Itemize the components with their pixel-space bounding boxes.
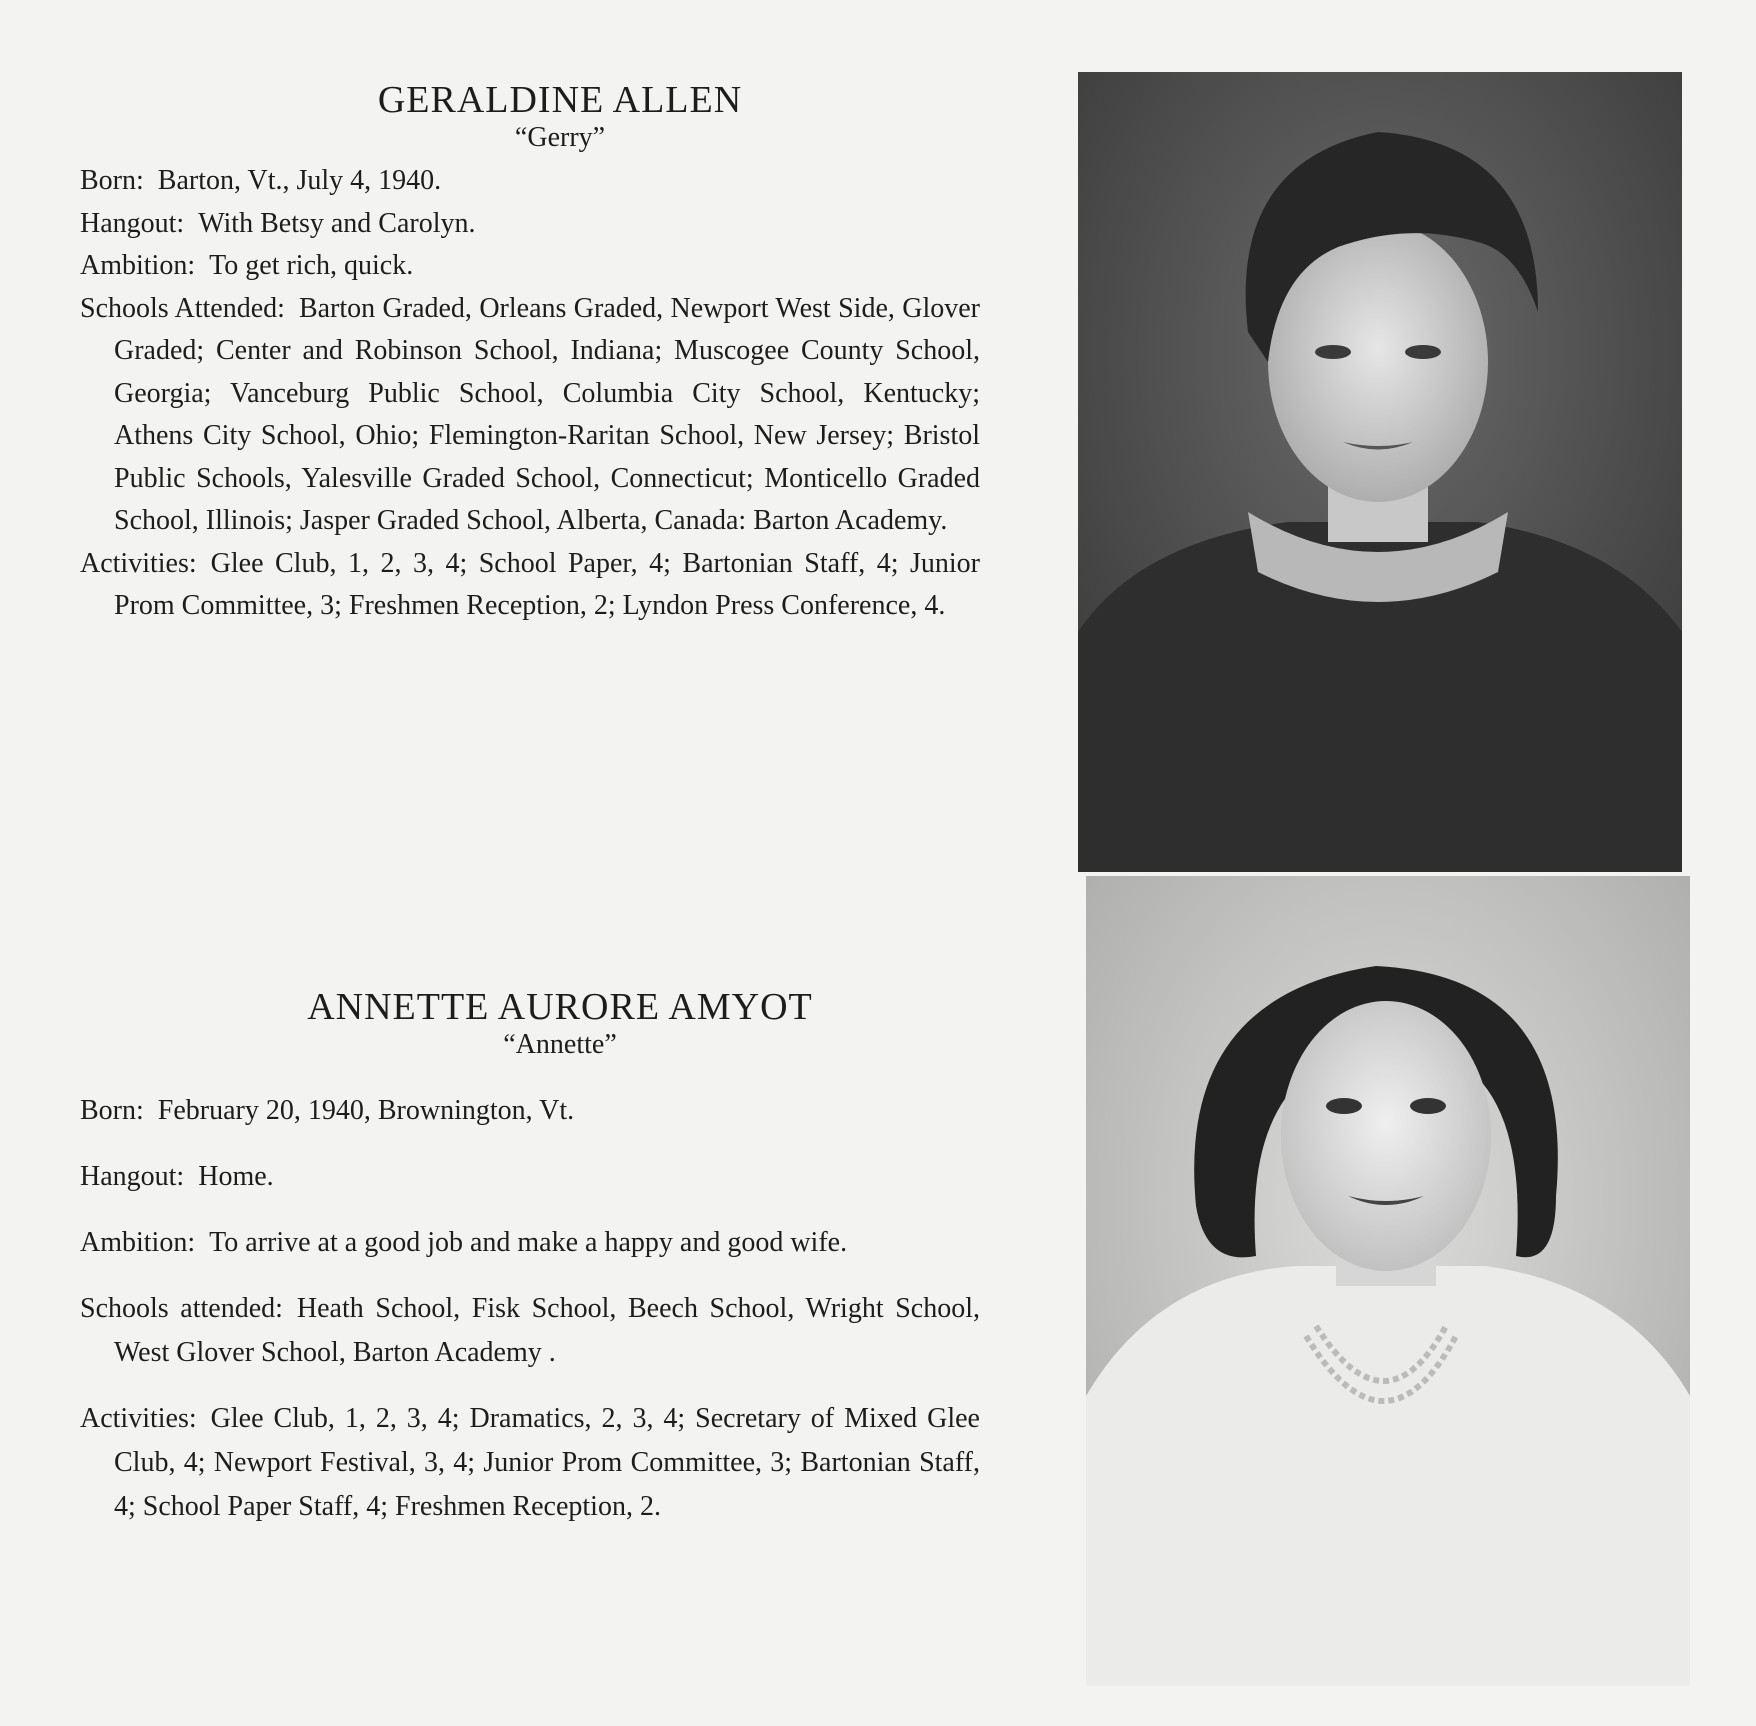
bio-geraldine-allen — [80, 78, 980, 628]
activities-label: Activities: — [80, 1403, 197, 1434]
portrait-photo-geraldine — [1078, 72, 1682, 872]
person-nickname: “Gerry” — [514, 122, 606, 153]
born-value: February 20, 1940, Brownington, Vt. — [157, 1095, 575, 1126]
ambition-value: To arrive at a good job and make a happy and good wife. — [209, 1227, 848, 1258]
ambition-label: Ambition: — [80, 250, 196, 281]
hangout-value: Home. — [198, 1161, 274, 1192]
ambition-entry — [80, 1221, 980, 1265]
portrait-photo-annette — [1086, 876, 1690, 1686]
person-name: GERALDINE ALLEN — [377, 79, 743, 121]
schools-label: Schools attended: — [80, 1293, 283, 1324]
schools-label: Schools Attended: — [80, 292, 285, 324]
born-label: Born: — [80, 165, 144, 196]
ambition-value: To get rich, quick. — [209, 250, 414, 281]
ambition-entry — [80, 245, 980, 288]
schools-value: Heath School, Fisk School, Beech School, Wright School, West Glover School, Barton Academy . — [114, 1293, 980, 1368]
born-entry — [80, 1089, 980, 1133]
hangout-entry — [80, 1155, 980, 1199]
ambition-label: Ambition: — [80, 1227, 196, 1258]
activities-entry — [80, 543, 980, 628]
portrait-illustration — [1086, 876, 1690, 1686]
born-entry — [80, 160, 980, 203]
activities-value: Glee Club, 1, 2, 3, 4; School Paper, 4; Bartonian Staff, 4; Junior Prom Committee, 3; Freshmen Reception, 2; Lyndon Press Conference, 4. — [114, 547, 980, 621]
hangout-label: Hangout: — [80, 1161, 185, 1192]
person-nickname: “Annette” — [503, 1029, 617, 1060]
hangout-label: Hangout: — [80, 207, 185, 239]
portrait-illustration — [1078, 72, 1682, 872]
activities-value: Glee Club, 1, 2, 3, 4; Dramatics, 2, 3, 4; Secretary of Mixed Glee Club, 4; Newport Festival, 3, 4; Junior Prom Committee, 3; Bartonian Staff, 4; School Paper Staff, 4; Freshmen Reception, 2. — [114, 1403, 980, 1522]
schools-entry — [80, 288, 980, 543]
hangout-value: With Betsy and Carolyn. — [198, 207, 476, 239]
schools-value: Barton Graded, Orleans Graded, Newport West Side, Glover Graded; Center and Robinson School, Indiana; Muscogee County School, Georgia; Vanceburg Public School, Columbia City School, Kentucky; Athens City School, Ohio; Flemington-Raritan School, New Jersey; Bristol Public Schools, Yalesville Graded School, Connecticut; Monticello Graded School, Illinois; Jasper Graded School, Alberta, Canada: Barton Academy. — [114, 292, 981, 536]
bio-annette-amyot — [80, 985, 980, 1551]
schools-entry — [80, 1287, 980, 1375]
born-label: Born: — [80, 1095, 144, 1126]
activities-entry — [80, 1397, 980, 1529]
hangout-entry — [80, 203, 980, 246]
born-value: Barton, Vt., July 4, 1940. — [157, 165, 442, 196]
activities-label: Activities: — [80, 547, 197, 579]
person-name: ANNETTE AURORE AMYOT — [307, 986, 813, 1028]
